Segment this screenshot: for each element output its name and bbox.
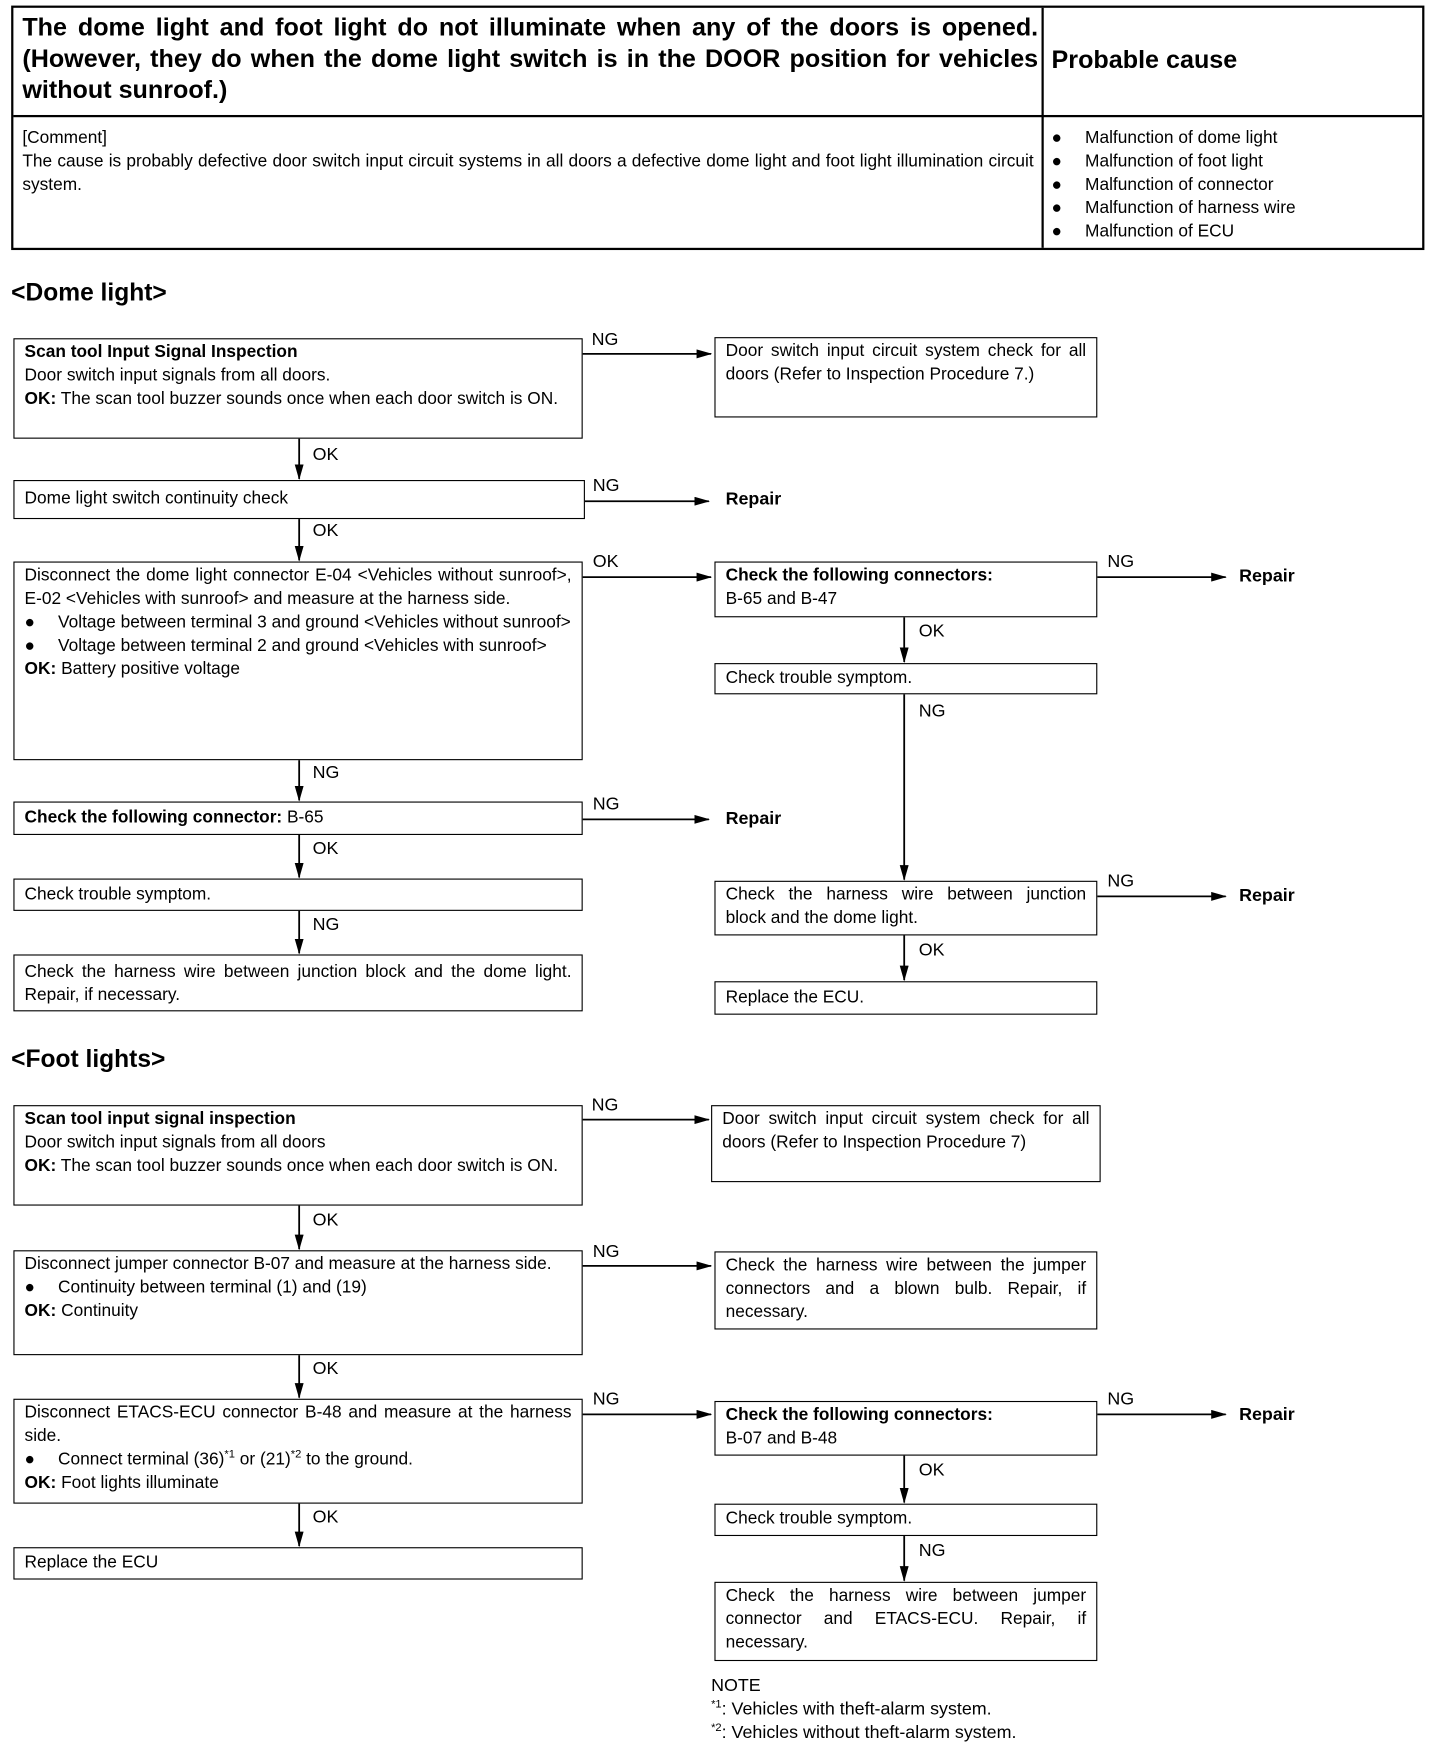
step-text: Check the harness wire between the jumper connectors and a blown bulb. Repair, if necessary.	[725, 1255, 1087, 1322]
ng-label: NG	[1107, 871, 1135, 891]
ok-label: OK	[312, 1359, 339, 1379]
repair-label: Repair	[725, 490, 782, 510]
bullet-item	[25, 634, 572, 657]
bullet-icon: ●	[24, 1278, 36, 1298]
bullet-text: or (21)	[234, 1450, 291, 1470]
ok-label: OK	[918, 621, 945, 641]
ng-label: NG	[592, 1389, 620, 1409]
ok-label: OK:	[24, 1156, 57, 1176]
dome-step-harness-wire	[13, 954, 582, 1011]
note-text: : Vehicles with theft-alarm system.	[721, 1700, 992, 1720]
step-title: Scan tool input signal inspection	[24, 1109, 296, 1129]
cause-text: Malfunction of dome light	[1085, 128, 1278, 148]
dome-step-trouble-symptom	[13, 879, 582, 911]
comment-text: The cause is probably defective door switch input circuit systems in all doors a defective dome light and foot light illumination circuit system.	[22, 151, 1034, 195]
bullet-icon: ●	[1051, 151, 1063, 171]
ng-label: NG	[918, 702, 946, 722]
ok-label: OK	[312, 1508, 339, 1528]
ok-label: OK:	[24, 1301, 57, 1321]
probable-cause-title: Probable cause	[1051, 45, 1238, 74]
cause-text: Malfunction of ECU	[1085, 222, 1235, 242]
ng-label: NG	[592, 476, 620, 496]
foot-replace-ecu	[13, 1547, 582, 1579]
step-text: Disconnect the dome light connector E-04 <Vehicles without sunroof>, E-02 <Vehicles with sunroof> and measure at the harness side.	[24, 565, 572, 609]
step-text: Replace the ECU.	[725, 987, 865, 1007]
ok-text: The scan tool buzzer sounds once when each door switch is ON.	[60, 389, 559, 409]
bullet-item	[25, 611, 572, 634]
step-text: Check the harness wire between junction block and the dome light.	[725, 885, 1087, 928]
repair-label: Repair	[1239, 886, 1295, 906]
footnote-mark: *1	[711, 1698, 722, 1711]
ok-label: OK	[312, 445, 339, 465]
ok-criteria	[25, 1471, 572, 1494]
cause-text: Malfunction of connector	[1085, 175, 1274, 195]
ng-label: NG	[312, 915, 340, 935]
bullet-text: Voltage between terminal 3 and ground <Vehicles without sunroof>	[58, 612, 571, 632]
ok-criteria	[25, 658, 572, 681]
comment-label: [Comment]	[22, 128, 107, 148]
ok-criteria	[25, 387, 572, 410]
step-text: Door switch input signals from all doors	[24, 1133, 326, 1153]
repair-label: Repair	[1239, 567, 1295, 587]
foot-harness-wire-blown-bulb	[714, 1251, 1097, 1329]
bullet-text: to the ground.	[301, 1450, 413, 1470]
ok-label: OK	[592, 552, 619, 572]
step-text: Check trouble symptom.	[725, 668, 913, 688]
foot-harness-wire-etacs	[714, 1582, 1097, 1661]
step-text: Door switch input circuit system check for all doors (Refer to Inspection Procedure 7)	[722, 1109, 1090, 1153]
step-text: Disconnect ETACS-ECU connector B-48 and measure at the harness side.	[24, 1403, 572, 1446]
repair-label: Repair	[725, 809, 782, 829]
ok-label: OK	[918, 1461, 945, 1481]
step-text: B-07 and B-48	[725, 1428, 838, 1448]
bullet-text: Voltage between terminal 2 and ground <Vehicles with sunroof>	[58, 636, 547, 656]
ng-label: NG	[592, 794, 620, 814]
bullet-icon: ●	[24, 1450, 36, 1470]
footnote	[711, 1674, 1016, 1744]
bullet-item	[25, 1448, 572, 1471]
foot-step-scan-tool-inspection	[13, 1105, 582, 1205]
note-title: NOTE	[711, 1676, 761, 1696]
ng-label: NG	[312, 763, 340, 783]
ok-label: OK	[312, 521, 339, 541]
step-text: Check trouble symptom.	[24, 885, 212, 905]
ng-label: NG	[1107, 1389, 1135, 1409]
step-title: Scan tool Input Signal Inspection	[24, 342, 298, 362]
step-text: Replace the ECU	[24, 1552, 159, 1572]
ng-label: NG	[592, 1242, 620, 1262]
foot-step-etacs-connector	[13, 1399, 582, 1504]
footnote-mark: *2	[711, 1722, 722, 1735]
dome-check-connectors-b65-b47	[714, 561, 1097, 617]
ok-text: Continuity	[61, 1301, 139, 1321]
ng-label: NG	[591, 1096, 619, 1116]
ok-label: OK	[312, 839, 339, 859]
step-text: B-65	[282, 808, 324, 828]
dome-step-scan-tool-inspection	[13, 338, 582, 438]
foot-trouble-symptom	[714, 1504, 1097, 1536]
step-text: Door switch input circuit system check for all doors (Refer to Inspection Procedure 7.)	[725, 341, 1087, 385]
note-item	[711, 1698, 1016, 1721]
step-text: Check the harness wire between jumper connector and ETACS-ECU. Repair, if necessary.	[725, 1586, 1087, 1653]
ok-label: OK:	[24, 389, 57, 409]
foot-step-jumper-connector	[13, 1250, 582, 1355]
ok-text: Foot lights illuminate	[61, 1473, 219, 1493]
bullet-icon: ●	[1051, 222, 1063, 242]
foot-door-switch-circuit-check	[711, 1105, 1101, 1182]
note-item	[711, 1721, 1016, 1744]
dome-step-connector-voltage	[13, 561, 582, 760]
ng-label: NG	[918, 1541, 946, 1561]
dome-right-trouble-symptom	[714, 663, 1097, 694]
symptom-title: The dome light and foot light do not illuminate when any of the doors is opened. (However, they do when the dome light switch is in the DOOR position for vehicles without sunroof.)	[22, 13, 1039, 104]
step-text: B-65 and B-47	[725, 589, 838, 609]
step-title: Check the following connectors:	[725, 1405, 993, 1425]
dome-light-heading: <Dome light>	[11, 277, 167, 306]
bullet-icon: ●	[1051, 198, 1063, 218]
step-text: Dome light switch continuity check	[24, 488, 289, 508]
repair-label: Repair	[1239, 1405, 1295, 1425]
bullet-text: Continuity between terminal (1) and (19)	[58, 1278, 367, 1298]
step-title: Check the following connectors:	[725, 565, 993, 585]
bullet-item	[25, 1276, 572, 1299]
ok-text: Battery positive voltage	[61, 659, 241, 679]
bullet-icon: ●	[1051, 175, 1063, 195]
dome-replace-ecu	[714, 981, 1097, 1014]
ok-criteria	[25, 1154, 572, 1177]
bullet-icon: ●	[1051, 128, 1063, 148]
cause-text: Malfunction of harness wire	[1085, 198, 1296, 218]
bullet-icon: ●	[24, 612, 36, 632]
ok-criteria	[25, 1299, 572, 1322]
footnote-ref: *1	[224, 1448, 235, 1462]
step-text: Disconnect jumper connector B-07 and measure at the harness side.	[24, 1254, 552, 1274]
step-title: Check the following connector:	[24, 808, 283, 828]
dome-right-harness-wire	[714, 881, 1097, 936]
step-text: Check the harness wire between junction block and the dome light. Repair, if necessary.	[24, 962, 572, 1005]
step-text: Door switch input signals from all doors.	[24, 366, 331, 386]
foot-check-connectors-b07-b48	[714, 1401, 1097, 1456]
foot-lights-heading: <Foot lights>	[11, 1044, 166, 1073]
bullet-icon: ●	[24, 636, 36, 656]
note-text: : Vehicles without theft-alarm system.	[721, 1723, 1017, 1743]
footnote-ref: *2	[290, 1448, 302, 1462]
ok-label: OK	[312, 1211, 339, 1231]
dome-step-check-connector-b65	[13, 802, 582, 835]
dome-step-switch-continuity	[13, 480, 585, 519]
step-text: Check trouble symptom.	[725, 1509, 913, 1529]
ok-label: OK	[918, 941, 945, 961]
cause-text: Malfunction of foot light	[1085, 151, 1263, 171]
dome-door-switch-circuit-check	[714, 337, 1097, 417]
ok-text: The scan tool buzzer sounds once when each door switch is ON.	[60, 1156, 559, 1176]
bullet-text: Connect terminal (36)	[58, 1450, 225, 1470]
ok-label: OK:	[24, 659, 57, 679]
ng-label: NG	[1107, 552, 1135, 572]
ok-label: OK:	[24, 1473, 57, 1493]
ng-label: NG	[591, 330, 619, 350]
